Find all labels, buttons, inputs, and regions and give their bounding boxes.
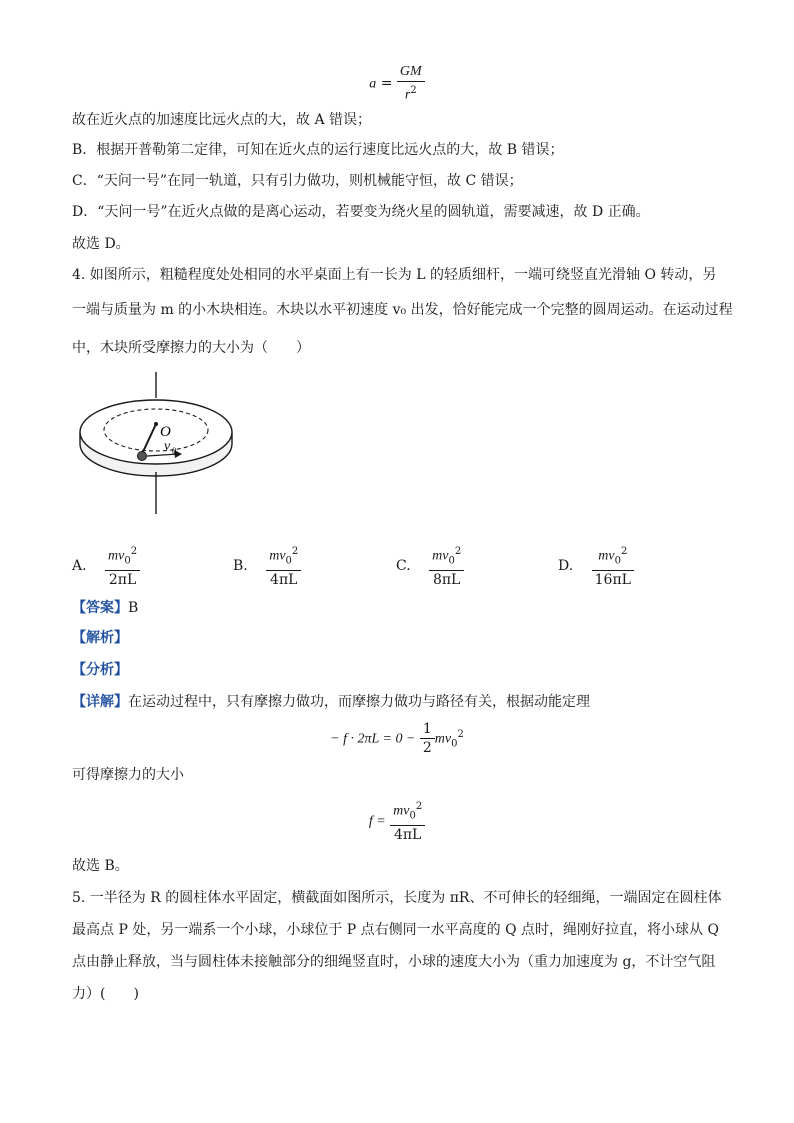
- question-5-line-2: 最高点 P 处，另一端系一个小球，小球位于 P 点右侧同一水平高度的 Q 点时，绳刚好拉直，将小球从 Q: [72, 922, 719, 938]
- eq1-lhs: − f · 2πL = 0 −: [330, 731, 416, 747]
- question-5-line-3: 点由静止释放，当与圆柱体未接触部分的细绳竖直时，小球的速度大小为（重力加速度为 g，不计空气阻: [72, 954, 716, 970]
- text-line: 故在近火点的加速度比远火点的大，故 A 错误；: [72, 112, 372, 128]
- text-line: B．根据开普勒第二定律，可知在近火点的运行速度比远火点的大，故 B 错误；: [72, 142, 564, 158]
- formula-eq: =: [380, 75, 393, 92]
- friction-text: 可得摩擦力的大小: [72, 767, 184, 783]
- question-5-line-1: 5. 一半径为 R 的圆柱体水平固定，横截面如图所示，长度为 πR、不可伸长的轻细绳，一端固定在圆柱体: [72, 890, 722, 906]
- option-b[interactable]: B. $\frac{mv_0^2}{4\pi L}$: [233, 543, 301, 589]
- formula-exponent: 2: [410, 85, 417, 96]
- question-4-line-3: 中，木块所受摩擦力的大小为（ ）: [72, 340, 310, 356]
- figure-rotating-disk: [74, 368, 244, 518]
- formula-acceleration: [0, 62, 794, 105]
- option-a[interactable]: A. $\frac{mv_0^2}{2\pi L}$: [72, 543, 140, 589]
- wood-block: [138, 452, 147, 461]
- option-a-num: mv: [108, 548, 125, 564]
- option-d[interactable]: D. $\frac{mv_0^2}{16\pi L}$: [558, 543, 634, 589]
- formula-fraction: [397, 62, 425, 105]
- fenxi-line: [72, 660, 128, 680]
- label-o: O: [160, 424, 171, 440]
- option-b-den: 4πL: [270, 572, 298, 589]
- option-b-label: B.: [233, 558, 248, 575]
- detail-line: [72, 692, 590, 712]
- option-c-label: C.: [396, 558, 411, 575]
- option-c-den: 8πL: [432, 572, 461, 589]
- eq2-num: mv: [393, 803, 410, 819]
- label-v: v: [164, 439, 171, 454]
- formula-lhs: a: [369, 76, 377, 92]
- detail-text: 在运动过程中，只有摩擦力做功，而摩擦力做功与路径有关，根据动能定理: [128, 694, 590, 710]
- answer-line: [72, 598, 138, 618]
- option-d-den: 16πL: [594, 572, 631, 589]
- formula-denominator: r: [404, 87, 411, 103]
- formula-numerator: GM: [399, 64, 422, 79]
- label-v-sub: 0: [172, 446, 177, 456]
- text-line: 故选 D。: [72, 236, 130, 252]
- option-c-num: mv: [432, 548, 449, 564]
- option-a-label: A.: [72, 558, 87, 575]
- option-a-den: 2πL: [108, 572, 137, 589]
- eq2-den: 4πL: [393, 827, 422, 844]
- eq1-num: 1: [420, 720, 435, 739]
- question-5-line-4: 力）( ): [72, 986, 139, 1002]
- eq1-rhs: mv: [434, 731, 452, 747]
- option-c[interactable]: C. $\frac{mv_0^2}{8\pi L}$: [396, 543, 464, 589]
- eq2-lhs: f =: [368, 814, 386, 830]
- pivot-point: [154, 422, 158, 426]
- text-line: D．“天问一号”在近火点做的是离心运动，若要变为绕火星的圆轨道，需要减速，故 D 正确。: [72, 204, 650, 220]
- analysis-line: [72, 628, 128, 648]
- question-4-line-1: 4. 如图所示，粗糙程度处处相同的水平桌面上有一长为 L 的轻质细杆，一端可绕竖直光滑轴 O 转动，另: [72, 267, 717, 283]
- detail-tag: 【详解】: [72, 694, 128, 710]
- option-d-num: mv: [598, 548, 615, 564]
- question-4-line-2: 一端与质量为 m 的小木块相连。木块以水平初速度 v₀ 出发，恰好能完成一个完整的圆周运动。在运动过程: [72, 302, 733, 318]
- answer-tag: 【答案】: [72, 600, 128, 616]
- disk-top: [80, 400, 232, 464]
- text-line: C．“天问一号”在同一轨道，只有引力做功，则机械能守恒，故 C 错误；: [72, 173, 523, 189]
- option-d-label: D.: [558, 558, 574, 575]
- fenxi-tag: 【分析】: [72, 662, 128, 678]
- conclusion-line: 故选 B。: [72, 858, 129, 874]
- option-b-num: mv: [269, 548, 286, 564]
- analysis-tag: 【解析】: [72, 630, 128, 646]
- answer-value: B: [128, 600, 139, 616]
- equation-work-energy: − f · 2πL = 0 − $\frac{1}{2}$ $mv_0^2$: [330, 721, 464, 756]
- eq1-den: 2: [422, 740, 432, 756]
- equation-friction: f = $\frac{mv_0^2}{4\pi L}$: [0, 798, 794, 844]
